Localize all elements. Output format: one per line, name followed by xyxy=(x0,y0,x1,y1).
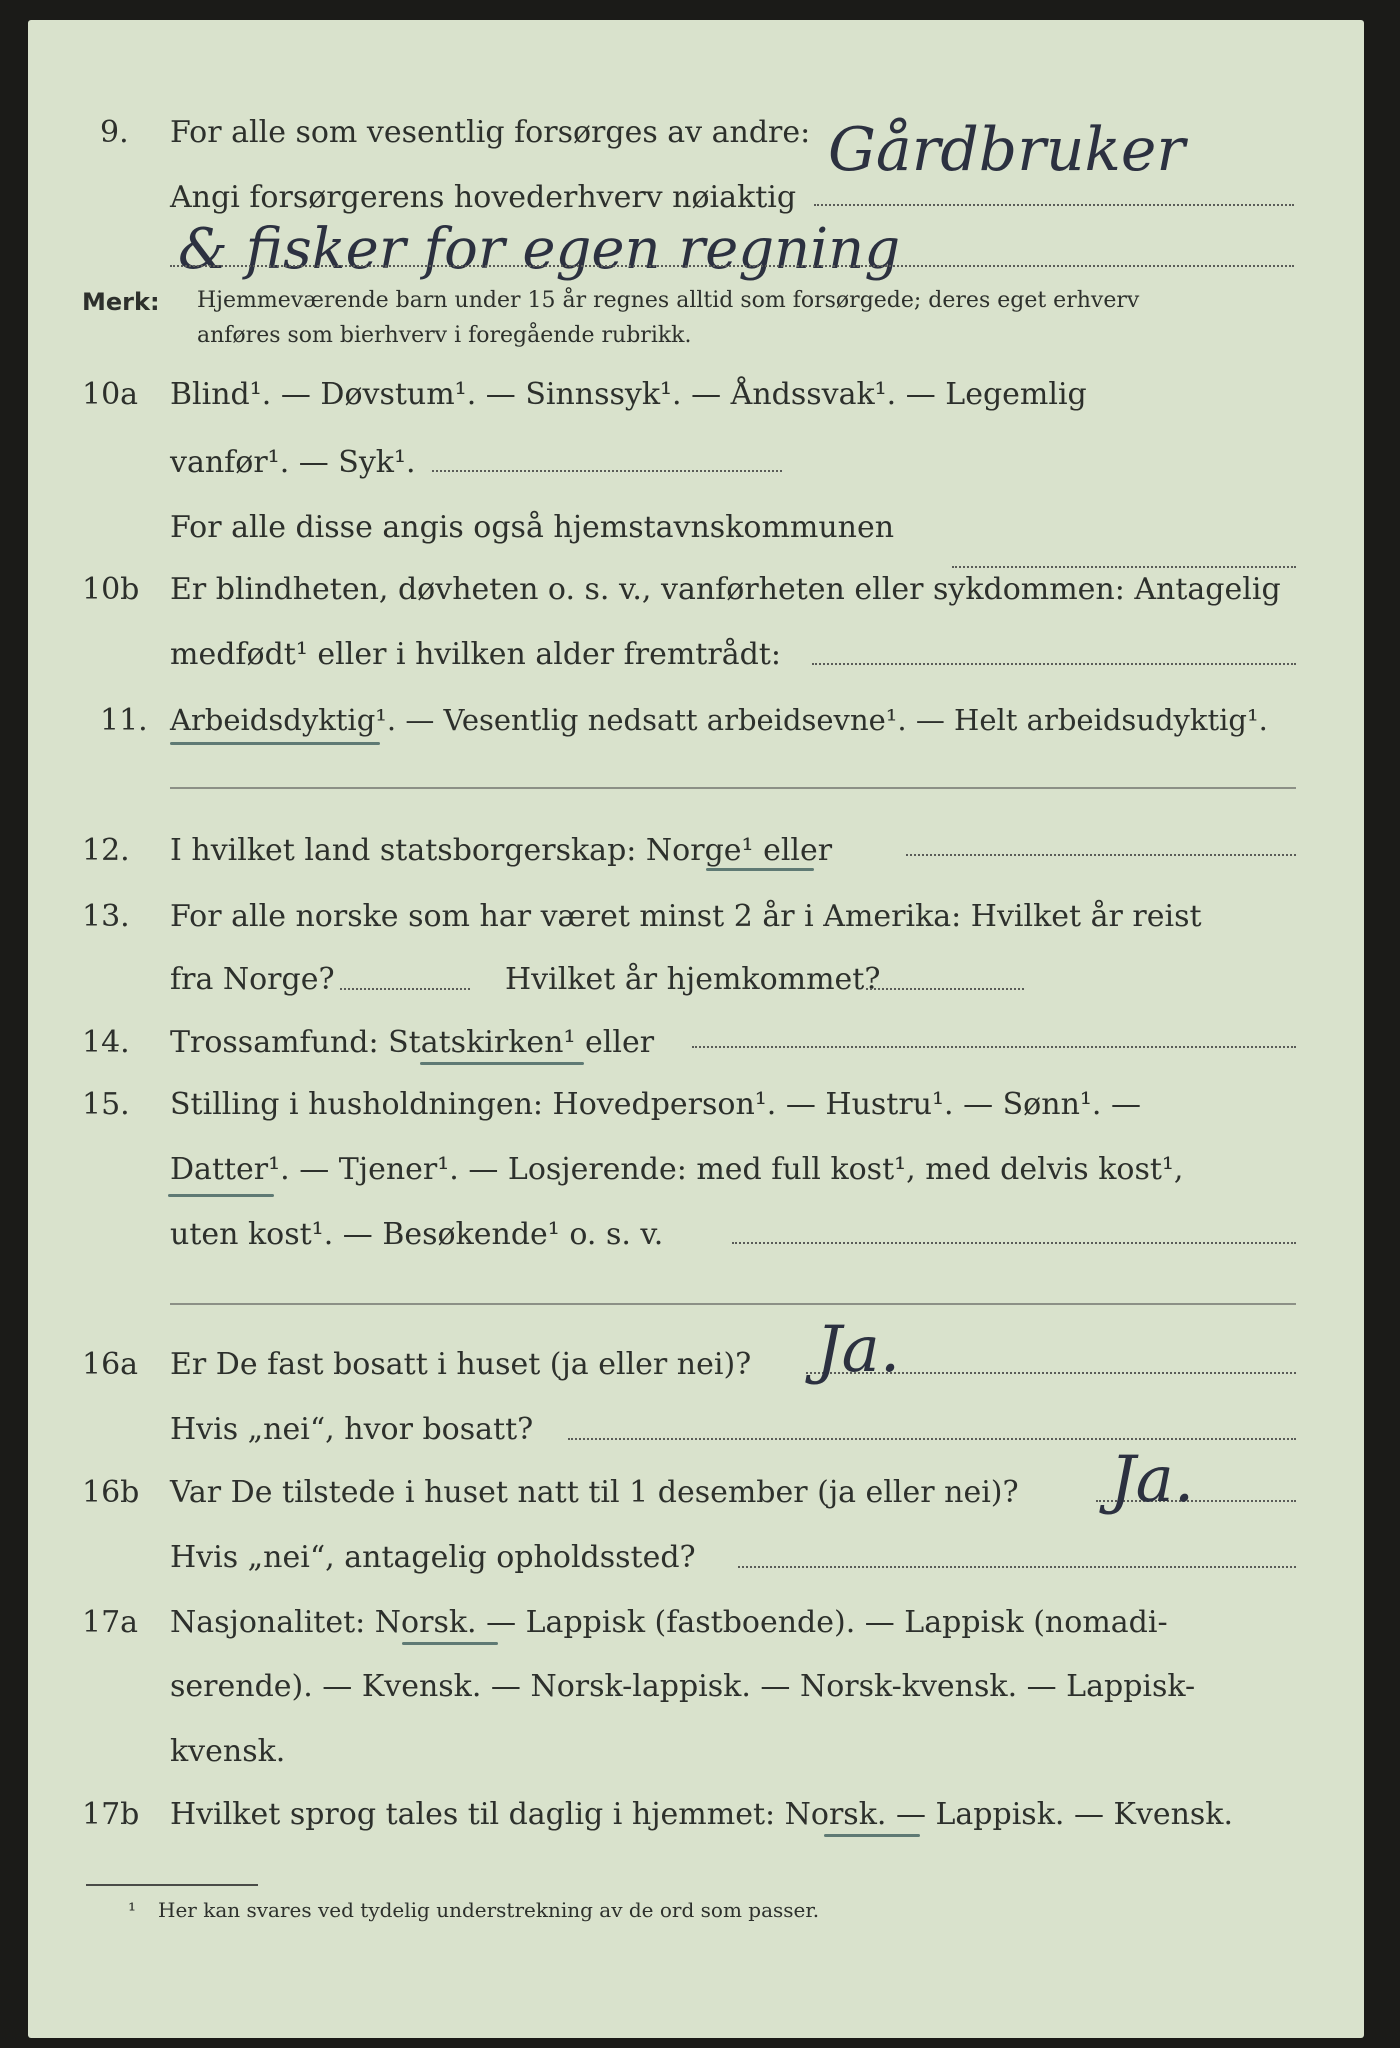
answer-line xyxy=(738,1566,1296,1568)
question-text: Er blindheten, døvheten o. s. v., vanførheten eller sykdommen: Antagelig xyxy=(170,572,1281,607)
question-text: Hvis „nei“, hvor bosatt? xyxy=(170,1412,534,1447)
question-text: Hvis „nei“, antagelig opholdssted? xyxy=(170,1540,696,1575)
answer-line xyxy=(432,470,782,472)
question-number: 9. xyxy=(100,115,129,150)
answer-line xyxy=(170,1303,1296,1305)
footnote-mark: ¹ xyxy=(128,1898,137,1922)
question-text: kvensk. xyxy=(170,1734,286,1769)
question-text: Trossamfund: Statskirken¹ eller xyxy=(170,1025,655,1060)
handwritten-answer: & fisker for egen regning xyxy=(178,217,901,282)
answer-line xyxy=(732,1242,1296,1244)
answer-line xyxy=(568,1438,1296,1440)
question-number: 10a xyxy=(82,377,139,412)
question-text: For alle disse angis også hjemstavnskommunen xyxy=(170,510,895,545)
answer-underline xyxy=(402,1642,498,1645)
answer-underline xyxy=(420,1062,584,1065)
answer-line xyxy=(170,787,1296,789)
question-text: I hvilket land statsborgerskap: Norge¹ eller xyxy=(170,833,833,868)
footnote-divider xyxy=(86,1884,258,1886)
answer-line xyxy=(952,566,1296,568)
question-number: 17a xyxy=(82,1605,139,1640)
question-number: 15. xyxy=(82,1087,130,1122)
answer-line xyxy=(906,854,1296,856)
question-number: 16a xyxy=(82,1347,139,1382)
answer-line xyxy=(866,988,1024,990)
question-text: For alle som vesentlig forsørges av andre: xyxy=(170,115,811,150)
question-number: 16b xyxy=(82,1475,140,1510)
question-number: 12. xyxy=(82,833,130,868)
question-text: Blind¹. — Døvstum¹. — Sinnssyk¹. — Åndssvak¹. — Legemlig xyxy=(170,377,1087,412)
question-text: Datter¹. — Tjener¹. — Losjerende: med full kost¹, med delvis kost¹, xyxy=(170,1152,1184,1187)
handwritten-answer: Ja. xyxy=(1110,1443,1195,1517)
question-text: Hvilket sprog tales til daglig i hjemmet: Norsk. — Lappisk. — Kvensk. xyxy=(170,1797,1234,1832)
answer-underline xyxy=(168,1194,274,1197)
answer-line xyxy=(814,204,1294,206)
question-text: medfødt¹ eller i hvilken alder fremtrådt: xyxy=(170,637,781,672)
question-number: 10b xyxy=(82,572,140,607)
question-text: Var De tilstede i huset natt til 1 desember (ja eller nei)? xyxy=(170,1475,1019,1510)
question-text: Hvilket år hjemkommet? xyxy=(505,962,881,997)
answer-line xyxy=(340,988,470,990)
question-text: uten kost¹. — Besøkende¹ o. s. v. xyxy=(170,1217,664,1252)
question-text: vanfør¹. — Syk¹. xyxy=(170,445,416,480)
handwritten-answer: Gårdbruker xyxy=(828,115,1186,185)
answer-line xyxy=(170,265,1294,267)
question-text: Arbeidsdyktig¹. — Vesentlig nedsatt arbeidsevne¹. — Helt arbeidsudyktig¹. xyxy=(170,703,1268,737)
note-text: anføres som bierhverv i foregående rubrikk. xyxy=(197,323,692,348)
answer-underline xyxy=(824,1834,920,1837)
question-text: Stilling i husholdningen: Hovedperson¹. — Hustru¹. — Sønn¹. — xyxy=(170,1087,1141,1122)
question-number: 14. xyxy=(82,1025,130,1060)
answer-underline xyxy=(706,868,814,871)
question-text: Angi forsørgerens hovederhverv nøiaktig xyxy=(170,180,797,215)
answer-underline xyxy=(170,742,380,745)
question-text: serende). — Kvensk. — Norsk-lappisk. — Norsk-kvensk. — Lappisk- xyxy=(170,1669,1196,1704)
answer-line xyxy=(812,663,1296,665)
question-text: fra Norge? xyxy=(170,962,335,997)
note-text: Hjemmeværende barn under 15 år regnes alltid som forsørgede; deres eget erhverv xyxy=(197,288,1140,313)
question-number: 17b xyxy=(82,1797,140,1832)
question-number: 11. xyxy=(100,703,148,738)
handwritten-answer: Ja. xyxy=(816,1313,901,1387)
question-text: Nasjonalitet: Norsk. — Lappisk (fastboende). — Lappisk (nomadi- xyxy=(170,1605,1168,1640)
note-label: Merk: xyxy=(82,288,160,316)
question-number: 13. xyxy=(82,899,130,934)
question-text: For alle norske som har været minst 2 år i Amerika: Hvilket år reist xyxy=(170,899,1202,934)
question-text: Er De fast bosatt i huset (ja eller nei)? xyxy=(170,1347,752,1382)
footnote-text: Her kan svares ved tydelig understrekning av de ord som passer. xyxy=(158,1898,820,1922)
answer-line xyxy=(692,1046,1296,1048)
